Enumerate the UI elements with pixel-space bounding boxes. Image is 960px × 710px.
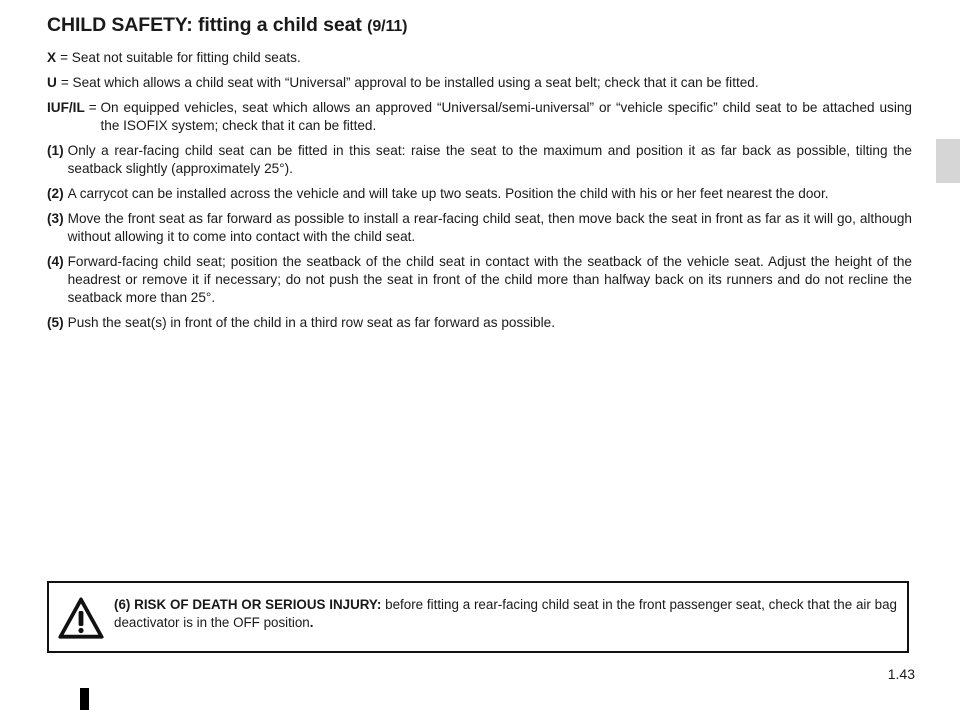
definition-sep: = [88,100,101,115]
definition-text: On equipped vehicles, seat which allows an approved “Universal/semi-universal” or “vehicle specific” child seat to be attached using the ISOFIX system; check that it can be fitted. [100,100,912,133]
note-text: Forward-facing child seat; position the seatback of the child seat in contact with the seatback of the vehicle seat. Adjust the height of the headrest or remove it if necessary; do not push the seat in front of the child more than halfway back on its runners and do not recline the seatback more than 25°. [67,254,912,305]
definition-key: IUF/IL [47,100,85,115]
definition-iuf-il [47,99,912,135]
note-key: (2) [47,186,64,201]
note-key: (3) [47,211,64,226]
definition-x [47,49,912,67]
warning-triangle-icon [58,597,104,639]
warning-end: . [309,615,314,630]
page-number: 1.43 [887,666,915,682]
section-index: (9/11) [367,18,408,35]
definition-u [47,74,912,92]
warning-body: before fitting a rear-facing child seat in the front passenger seat, check that the air bag deactivator is in the OFF position [114,597,897,630]
note-text: Only a rear-facing child seat can be fitted in this seat: raise the seat to the maximum and position it as far back as possible, tilting the seatback slightly (approximately 25°). [67,143,912,176]
definition-sep: = [60,50,72,65]
note-text: Push the seat(s) in front of the child in a third row seat as far forward as possible. [67,315,555,330]
note-text: Move the front seat as far forward as possible to install a rear-facing child seat, then move back the seat in front as far as it will go, although without allowing it to come into contact with the child seat. [67,211,912,244]
note-key: (1) [47,143,64,158]
definition-key: U [47,75,57,90]
corner-mark [80,688,89,710]
page-title [47,14,407,37]
warning-box [47,581,909,653]
note-3 [47,210,912,246]
definition-key: X [47,50,57,65]
note-key: (4) [47,254,64,269]
note-2 [47,185,912,203]
note-4 [47,253,912,307]
page-title-text: CHILD SAFETY: fitting a child seat [47,14,362,36]
warning-text [114,596,897,632]
definition-text: Seat which allows a child seat with “Universal” approval to be installed using a seat belt; check that it can be fitted. [72,75,759,90]
note-text: A carrycot can be installed across the vehicle and will take up two seats. Position the child with his or her feet nearest the door. [67,186,829,201]
note-1 [47,142,912,178]
warning-heading: (6) RISK OF DEATH OR SERIOUS INJURY: [114,597,382,612]
definition-sep: = [60,75,73,90]
note-5 [47,314,912,332]
definitions-list [47,49,912,339]
note-key: (5) [47,315,64,330]
definition-text: Seat not suitable for fitting child seats. [71,50,301,65]
chapter-tab [936,139,960,183]
